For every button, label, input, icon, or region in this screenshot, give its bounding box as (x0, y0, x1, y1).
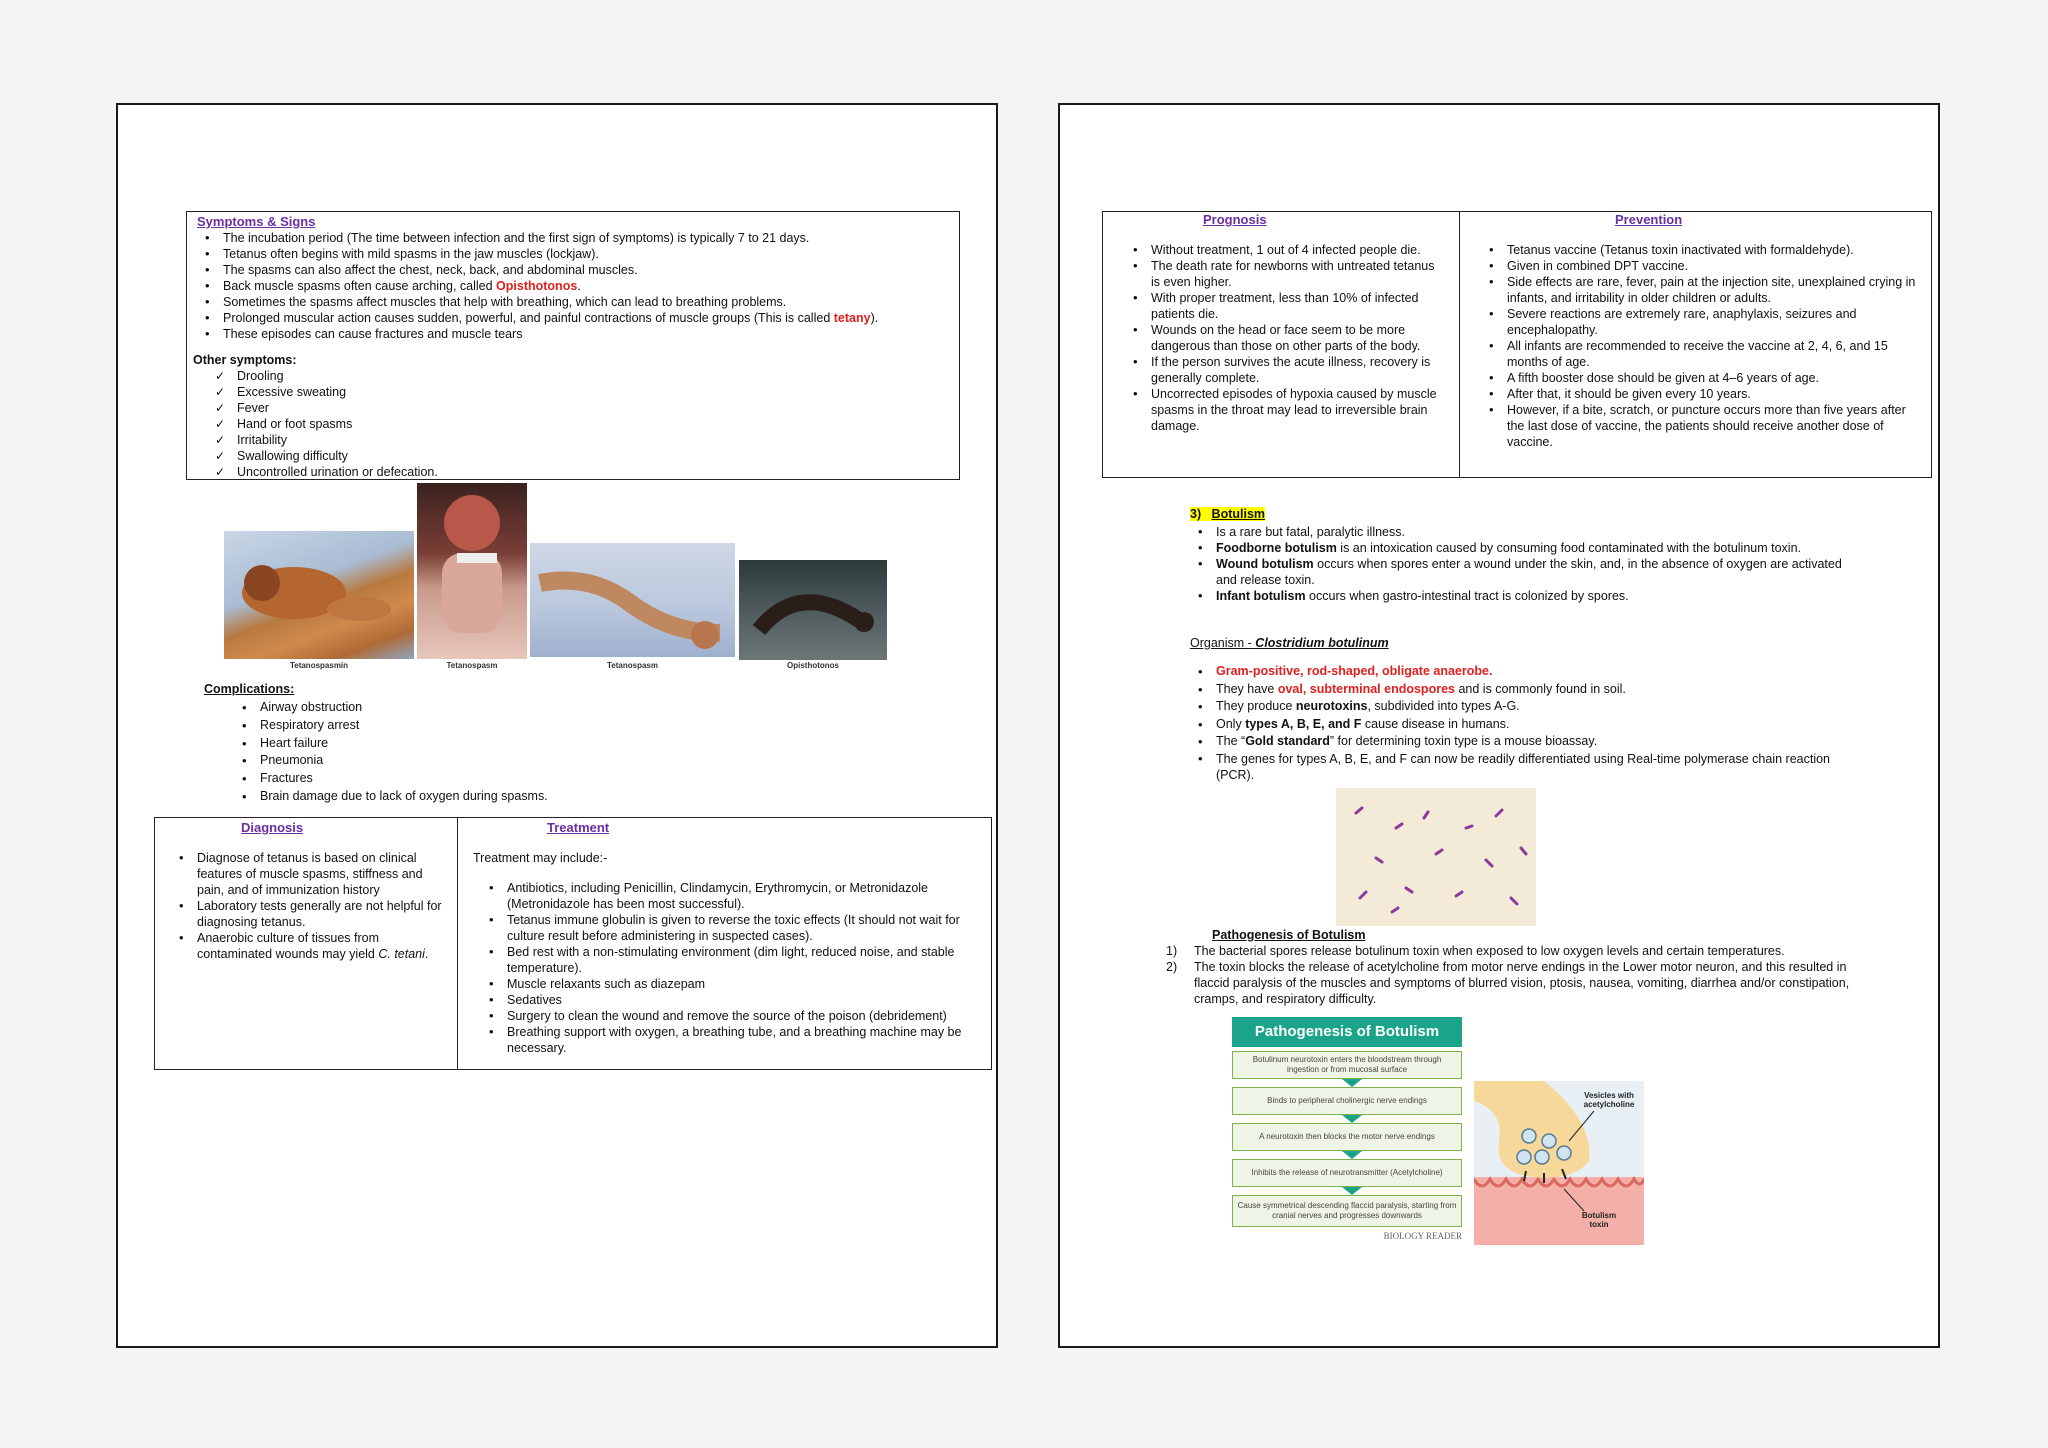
list-item: • With proper treatment, less than 10% of infected patients die. (1125, 290, 1445, 322)
flow-box: Botulinum neurotoxin enters the bloodstream through ingestion or from mucosal surface (1232, 1051, 1462, 1079)
list-item: • A fifth booster dose should be given at 4–6 years of age. (1481, 370, 1921, 386)
prognosis-cell (1125, 212, 1445, 434)
list-item: • These episodes can cause fractures and muscle tears (197, 326, 953, 342)
flow-box: A neurotoxin then blocks the motor nerve endings (1232, 1123, 1462, 1151)
list-item: • Muscle relaxants such as diazepam (481, 976, 985, 992)
other-symptoms-heading: Other symptoms: (193, 353, 297, 367)
pathogenesis-figure (1232, 1017, 1472, 1247)
list-item: • Breathing support with oxygen, a breathing tube, and a breathing machine may be necessary. (481, 1024, 985, 1056)
prevention-heading: Prevention (1615, 212, 1683, 227)
list-item: • Infant botulism occurs when gastro-intestinal tract is colonized by spores. (1190, 588, 1850, 604)
diagnosis-treatment-table (154, 817, 992, 1070)
pathogenesis-heading: Pathogenesis of Botulism (1212, 928, 1366, 942)
list-item: • Respiratory arrest (234, 717, 904, 735)
treatment-intro: Treatment may include:- (473, 851, 608, 865)
list-item: • Is a rare but fatal, paralytic illness. (1190, 524, 1850, 540)
tetany-term: tetany (833, 311, 871, 325)
photo-caption: Tetanospasm (446, 661, 498, 670)
treatment-heading: Treatment (547, 820, 610, 835)
newborn-figure-icon (417, 483, 527, 659)
botulism-heading (1190, 506, 1850, 522)
page-2 (1058, 103, 1940, 1348)
opisthotonos-term: Opisthotonos (496, 279, 578, 293)
neuromuscular-junction-figure (1474, 1081, 1644, 1245)
photo-caption: Tetanospasm (607, 661, 658, 670)
list-item: • Tetanus immune globulin is given to reverse the toxic effects (It should not wait for culture result before administering in suspected cases). (481, 912, 985, 944)
list-item: • The genes for types A, B, E, and F can now be readily differentiated using Real-time polymerase chain reaction (PCR). (1190, 751, 1850, 783)
list-item: • However, if a bite, scratch, or puncture occurs more than five years after the last dose of vaccine, the patients should receive another dose of vaccine. (1481, 402, 1921, 450)
list-item: • Diagnose of tetanus is based on clinical features of muscle spasms, stiffness and pain, and of immunization history (171, 850, 449, 898)
infant-figure-icon (224, 531, 414, 659)
list-item: • If the person survives the acute illness, recovery is generally complete. (1125, 354, 1445, 386)
vesicles-label: Vesicles with acetylcholine (1583, 1091, 1635, 1109)
list-item: • The death rate for newborns with untreated tetanus is even higher. (1125, 258, 1445, 290)
figure-title: Pathogenesis of Botulism (1232, 1017, 1462, 1047)
complications-heading: Complications: (204, 682, 295, 696)
list-item: • Airway obstruction (234, 699, 904, 717)
list-item: • Heart failure (234, 735, 904, 753)
photo-caption: Tetanospasmin (289, 661, 349, 670)
tetanospasm-photo-2 (530, 543, 735, 657)
list-item: • Foodborne botulism is an intoxication caused by consuming food contaminated with the botulinum toxin. (1190, 540, 1850, 556)
prognosis-heading: Prognosis (1203, 212, 1267, 227)
prognosis-prevention-table (1102, 211, 1932, 478)
list-item: • The incubation period (The time between infection and the first sign of symptoms) is typically 7 to 21 days. (197, 230, 953, 246)
list-item: • Bed rest with a non-stimulating environment (dim light, reduced noise, and stable temperature). (481, 944, 985, 976)
opisthotonos-figure-icon (739, 560, 887, 660)
list-item: • Prolonged muscular action causes sudden, powerful, and painful contractions of muscle groups (This is called tetany). (197, 310, 953, 326)
diagnosis-heading: Diagnosis (241, 820, 304, 835)
flow-box: Inhibits the release of neurotransmitter (Acetylcholine) (1232, 1159, 1462, 1187)
list-item: • Without treatment, 1 out of 4 infected people die. (1125, 242, 1445, 258)
toxin-label: Botulism toxin (1581, 1211, 1617, 1229)
list-item: • Wounds on the head or face seem to be more dangerous than those on other parts of the body. (1125, 322, 1445, 354)
page-1 (116, 103, 998, 1348)
list-item: 1) The bacterial spores release botulinum toxin when exposed to low oxygen levels and certain temperatures. (1166, 944, 1785, 958)
list-item: ✓ Excessive sweating (211, 384, 953, 400)
list-item: • Gram-positive, rod-shaped, obligate anaerobe. (1190, 663, 1850, 681)
list-item: ✓ Uncontrolled urination or defecation. (211, 464, 953, 480)
list-item: • All infants are recommended to receive the vaccine at 2, 4, 6, and 15 months of age. (1481, 338, 1921, 370)
list-item: • Laboratory tests generally are not helpful for diagnosing tetanus. (171, 898, 449, 930)
list-item: 2) The toxin blocks the release of acetylcholine from motor nerve endings in the Lower motor neuron, and this resulted in flaccid paralysis of the muscles and symptoms of blurred vision, ptosis, nausea, vomiting, diarrhea and/or constipation, cramps, and respiratory difficulty. (1166, 960, 1850, 1006)
list-item: • Anaerobic culture of tissues from contaminated wounds may yield C. tetani. (171, 930, 449, 962)
photo-caption: Opisthotonos (787, 661, 839, 670)
list-item: • Wound botulism occurs when spores enter a wound under the skin, and, in the absence of oxygen are activated and release toxin. (1190, 556, 1850, 588)
arched-body-icon (530, 543, 735, 657)
list-item: • Surgery to clean the wound and remove the source of the poison (debridement) (481, 1008, 985, 1024)
pathogenesis-section (1166, 927, 1856, 1007)
list-item: • Back muscle spasms often cause arching, called Opisthotonos. (197, 278, 953, 294)
botulism-section (1190, 506, 1850, 604)
list-item: • Sometimes the spasms affect muscles that help with breathing, which can lead to breathing problems. (197, 294, 953, 310)
list-item: • After that, it should be given every 10 years. (1481, 386, 1921, 402)
diagnosis-cell (163, 820, 449, 962)
list-item: • Tetanus vaccine (Tetanus toxin inactivated with formaldehyde). (1481, 242, 1921, 258)
tetanospasm-photo-1 (417, 483, 527, 659)
list-item: ✓ Irritability (211, 432, 953, 448)
list-item: • They have oval, subterminal endospores and is commonly found in soil. (1190, 681, 1850, 699)
list-item: • The spasms can also affect the chest, neck, back, and abdominal muscles. (197, 262, 953, 278)
botulism-title: Botulism (1211, 507, 1266, 521)
tetanospasmin-photo (224, 531, 414, 659)
list-item: ✓ Swallowing difficulty (211, 448, 953, 464)
complications-section (204, 681, 904, 806)
section-number: 3) (1190, 507, 1202, 521)
list-item: • Severe reactions are extremely rare, anaphylaxis, seizures and encephalopathy. (1481, 306, 1921, 338)
clostridium-micrograph (1336, 788, 1536, 926)
treatment-cell (473, 820, 985, 1056)
bacilli-icon (1336, 788, 1536, 926)
list-item: ✓ Hand or foot spasms (211, 416, 953, 432)
list-item: • Only types A, B, E, and F cause disease in humans. (1190, 716, 1850, 734)
flow-box: Cause symmetrical descending flaccid paralysis, starting from cranial nerves and progresses downwards (1232, 1195, 1462, 1227)
list-item: • They produce neurotoxins, subdivided into types A-G. (1190, 698, 1850, 716)
list-item: • Given in combined DPT vaccine. (1481, 258, 1921, 274)
prevention-cell (1481, 212, 1921, 450)
list-item: • Sedatives (481, 992, 985, 1008)
symptoms-box (186, 211, 960, 480)
list-item: ✓ Drooling (211, 368, 953, 384)
flow-box: Binds to peripheral cholinergic nerve endings (1232, 1087, 1462, 1115)
symptoms-heading: Symptoms & Signs (197, 214, 316, 229)
list-item: • Brain damage due to lack of oxygen during spasms. (234, 788, 904, 806)
list-item: • The “Gold standard” for determining toxin type is a mouse bioassay. (1190, 733, 1850, 751)
organism-section (1190, 635, 1850, 783)
list-item: • Tetanus often begins with mild spasms in the jaw muscles (lockjaw). (197, 246, 953, 262)
list-item: • Pneumonia (234, 752, 904, 770)
figure-credit: BIOLOGY READER (1383, 1231, 1462, 1241)
organism-heading: Organism - Clostridium botulinum (1190, 636, 1389, 650)
list-item: • Antibiotics, including Penicillin, Clindamycin, Erythromycin, or Metronidazole (Metronidazole has been most successful). (481, 880, 985, 912)
list-item: ✓ Fever (211, 400, 953, 416)
opisthotonos-photo (739, 560, 887, 660)
list-item: • Fractures (234, 770, 904, 788)
list-item: • Uncorrected episodes of hypoxia caused by muscle spasms in the throat may lead to irreversible brain damage. (1125, 386, 1445, 434)
list-item: • Side effects are rare, fever, pain at the injection site, unexplained crying in infants, and irritability in older children or adults. (1481, 274, 1921, 306)
